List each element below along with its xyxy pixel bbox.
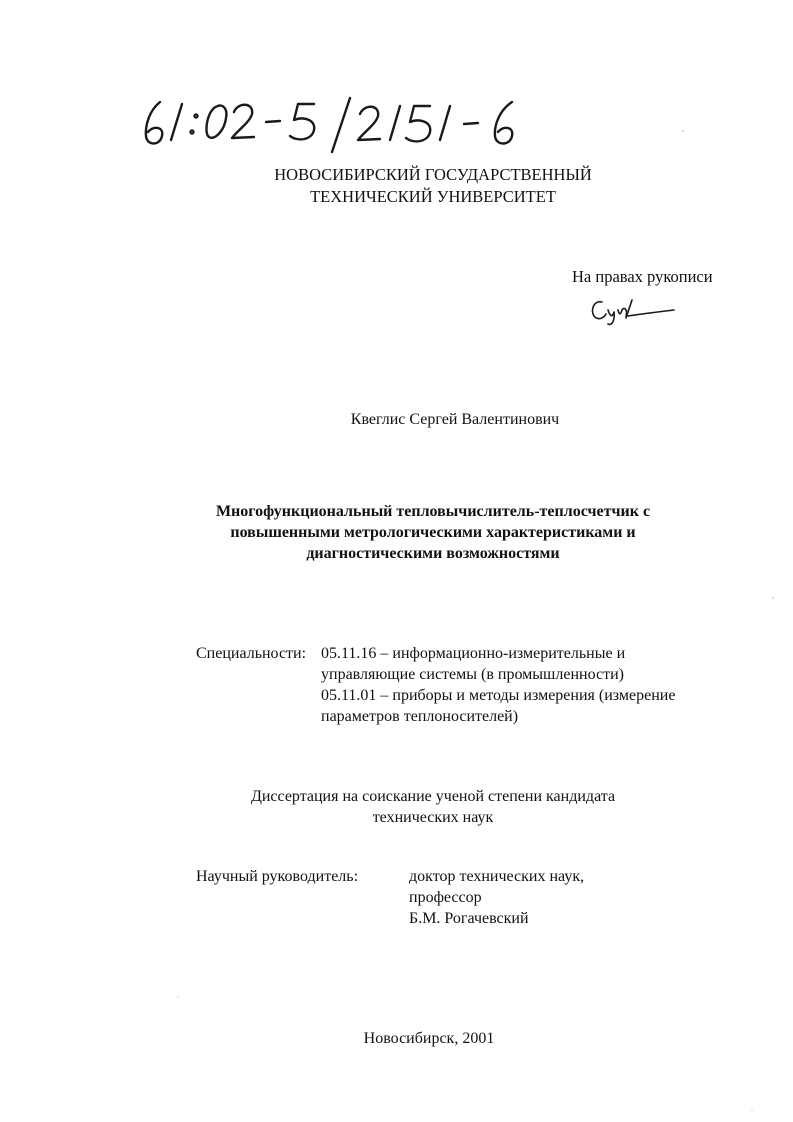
university-line-2: ТЕХНИЧЕСКИЙ УНИВЕРСИТЕТ — [310, 187, 556, 206]
advisor-label: Научный руководитель: — [196, 868, 359, 885]
title-line-1: Многофункциональный тепловычислитель-теплосчетчик с — [215, 503, 651, 520]
place-and-year: Новосибирск, 2001 — [363, 1030, 495, 1047]
university-line-1: НОВОСИБИРСКИЙ ГОСУДАРСТВЕННЫЙ — [274, 165, 592, 184]
degree-line-1: Диссертация на соискание ученой степени кандидата — [250, 788, 616, 805]
specialties-label: Специальности: — [196, 645, 307, 662]
author-name: Квеглис Сергей Валентинович — [350, 411, 560, 428]
title-line-2: повышенными метрологическими характеристиками и — [230, 524, 636, 541]
specialty-line-3: 05.11.01 – приборы и методы измерения (измерение — [321, 687, 676, 704]
advisor-line-2: профессор — [409, 889, 482, 906]
specialty-line-4: параметров теплоносителей) — [321, 708, 519, 725]
degree-line-2: технических наук — [372, 809, 494, 826]
manuscript-rights: На правах рукописи — [572, 267, 713, 286]
specialty-line-2: управляющие системы (в промышленности) — [321, 666, 624, 683]
advisor-line-3: Б.М. Рогачевский — [409, 910, 529, 927]
title-line-3: диагностическими возможностями — [306, 545, 560, 562]
advisor-line-1: доктор технических наук, — [409, 868, 585, 885]
specialty-line-1: 05.11.16 – информационно-измерительные и — [321, 645, 626, 662]
